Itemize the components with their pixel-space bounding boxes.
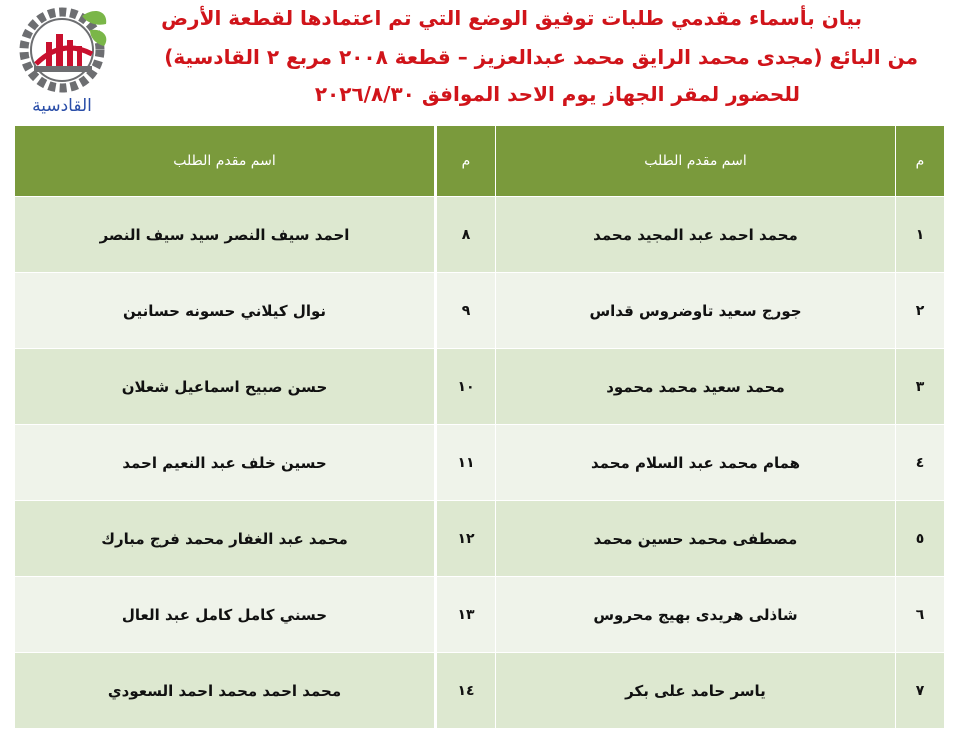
- table-row: [15, 501, 945, 577]
- applicant-name-left: حسن صبيح اسماعيل شعلان: [15, 349, 436, 425]
- row-number-left: ١٢: [436, 501, 496, 577]
- applicant-name-right: محمد سعيد محمد محمود: [496, 349, 896, 425]
- row-number-left: ٩: [436, 273, 496, 349]
- table-row: [15, 653, 945, 729]
- row-number-right: ٥: [896, 501, 945, 577]
- row-number-right: ٤: [896, 425, 945, 501]
- header-num-left: م: [436, 126, 496, 197]
- document-header: [0, 0, 960, 122]
- applicant-name-left: حسين خلف عبد النعيم احمد: [15, 425, 436, 501]
- applicant-name-left: محمد احمد محمد احمد السعودي: [15, 653, 436, 729]
- applicant-name-right: مصطفى محمد حسين محمد: [496, 501, 896, 577]
- applicant-name-right: شاذلى هريدى بهيج محروس: [496, 577, 896, 653]
- gear-logo-icon: [12, 2, 112, 98]
- applicant-name-left: حسني كامل كامل عبد العال: [15, 577, 436, 653]
- row-number-right: ٧: [896, 653, 945, 729]
- applicant-name-left: نوال كيلاني حسونه حسانين: [15, 273, 436, 349]
- logo-caption: القادسية: [32, 96, 92, 116]
- applicant-name-right: محمد احمد عبد المجيد محمد: [496, 197, 896, 273]
- row-number-left: ١٤: [436, 653, 496, 729]
- table-row: [15, 197, 945, 273]
- applicant-name-right: جورج سعيد تاوضروس قداس: [496, 273, 896, 349]
- table-row: [15, 349, 945, 425]
- table-row: [15, 273, 945, 349]
- table-body: [15, 197, 945, 729]
- title-line-1: بيان بأسماء مقدمي طلبات توفيق الوضع التي تم اعتمادها لقطعة الأرض: [161, 6, 862, 30]
- applicant-name-right: ياسر حامد على بكر: [496, 653, 896, 729]
- table-row: [15, 425, 945, 501]
- row-number-left: ١١: [436, 425, 496, 501]
- applicant-name-left: احمد سيف النصر سيد سيف النصر: [15, 197, 436, 273]
- header-name-right: اسم مقدم الطلب: [496, 126, 896, 197]
- header-num-right: م: [896, 126, 945, 197]
- row-number-right: ٦: [896, 577, 945, 653]
- row-number-left: ١٣: [436, 577, 496, 653]
- row-number-left: ٨: [436, 197, 496, 273]
- row-number-left: ١٠: [436, 349, 496, 425]
- row-number-right: ٢: [896, 273, 945, 349]
- city-logo: [12, 2, 112, 120]
- title-line-3: للحضور لمقر الجهاز يوم الاحد الموافق ٢٠٢٦/٨/٣٠: [314, 82, 800, 106]
- applicants-table: [14, 125, 945, 729]
- title-line-2: من البائع (مجدى محمد الرايق محمد عبدالعزيز – قطعة ٢٠٠٨ مربع ٢ القادسية): [164, 45, 918, 69]
- header-name-left: اسم مقدم الطلب: [15, 126, 436, 197]
- row-number-right: ٣: [896, 349, 945, 425]
- table-header-row: [15, 126, 945, 197]
- row-number-right: ١: [896, 197, 945, 273]
- applicant-name-left: محمد عبد الغفار محمد فرج مبارك: [15, 501, 436, 577]
- table-row: [15, 577, 945, 653]
- applicant-name-right: همام محمد عبد السلام محمد: [496, 425, 896, 501]
